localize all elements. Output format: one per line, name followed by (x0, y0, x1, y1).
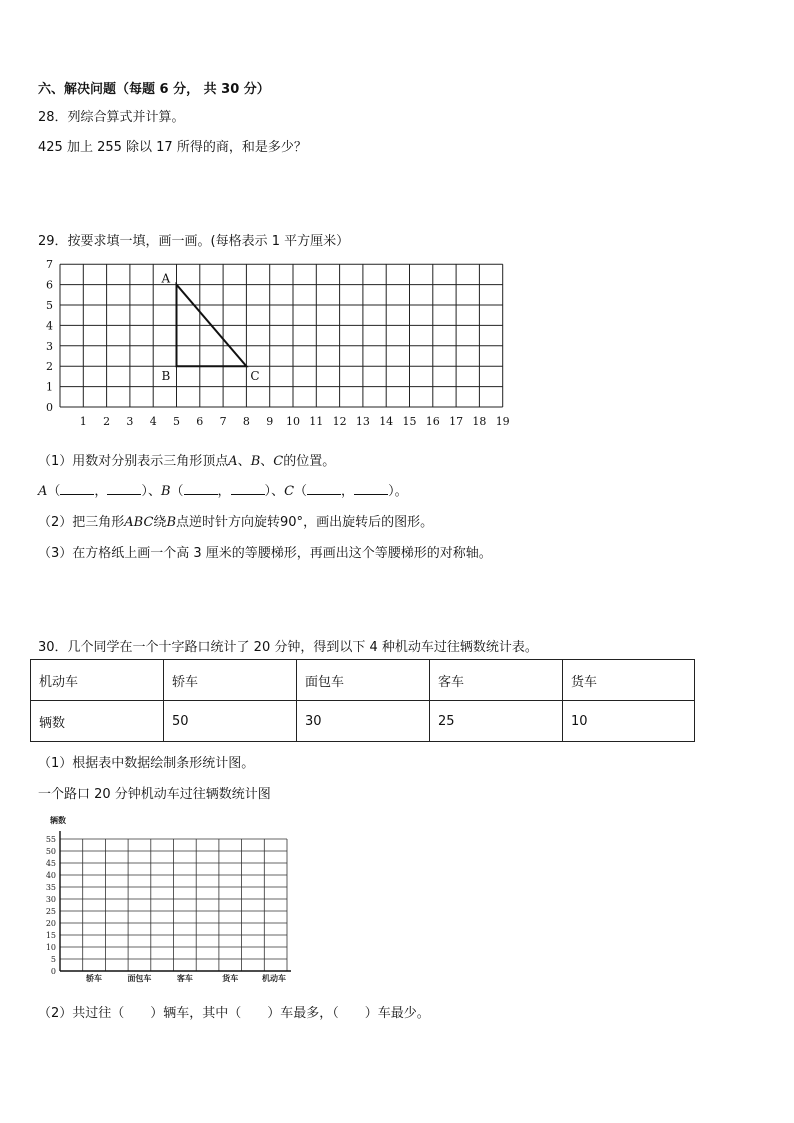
coordinate-grid (30, 255, 530, 435)
grid-y-label: 4 (46, 319, 53, 333)
vertex-label-b: B (161, 369, 171, 384)
bar-chart-grid (30, 812, 310, 987)
chart-y-tick: 45 (45, 859, 56, 868)
vertex-label-a: A (161, 271, 171, 286)
table-cell: 辆数 (31, 701, 164, 742)
answer-c-x-blank[interactable] (307, 483, 341, 495)
grid-x-label: 3 (126, 415, 134, 428)
paren-close-b: ） (264, 484, 272, 499)
vertex-a-label: A (228, 454, 238, 469)
sep-2: 、 (260, 454, 274, 469)
grid-x-label: 7 (219, 415, 227, 428)
chart-xlabel: 机动车 (262, 973, 286, 983)
grid-x-label: 15 (402, 415, 417, 428)
vehicle-table (30, 659, 695, 742)
answer-a-x-blank[interactable] (60, 483, 94, 495)
rotation-point-b: B (166, 515, 176, 530)
answer-c-label: C (284, 484, 295, 499)
grid-y-label: 2 (46, 360, 53, 374)
chart-y-tick: 30 (45, 895, 56, 904)
q29-title: 29．按要求填一填，画一画。(每格表示 1 平方厘米） (38, 234, 350, 249)
answer-b-x-blank[interactable] (184, 483, 218, 495)
table-cell: 面包车 (297, 660, 430, 701)
sep-4: 、 (271, 484, 285, 499)
grid-y-label: 3 (46, 339, 53, 353)
rotation-degrees: 90° (280, 515, 304, 530)
q30-sub1: （1）根据表中数据绘制条形统计图。 (38, 756, 255, 771)
q28-text: 425 加上 255 除以 17 所得的商，和是多少？ (38, 140, 307, 155)
section-title: 六、解决问题（每题 6 分， 共 30 分） (38, 82, 270, 97)
chart-y-tick: 15 (45, 931, 56, 940)
sep-1: 、 (237, 454, 251, 469)
answer-a-label: A (38, 484, 48, 499)
paren-open-b: （ (170, 484, 184, 499)
paren-close-a: ） (141, 484, 148, 499)
triangle-abc-label: ABC (124, 515, 154, 530)
chart-x-category: 货车 (222, 973, 239, 983)
q29-sub1 (38, 450, 335, 469)
grid-y-label: 1 (46, 380, 53, 394)
answer-c-y-blank[interactable] (354, 483, 388, 495)
table-cell: 货车 (563, 660, 695, 701)
chart-x-category: 轿车 (86, 973, 103, 983)
vertex-b-label: B (250, 454, 261, 469)
q29-sub2-c: 点逆时针方向旋转 (176, 515, 281, 530)
grid-x-label: 9 (266, 415, 274, 428)
q28-title: 28．列综合算式并计算。 (38, 110, 185, 125)
coordinate-answers (38, 480, 408, 499)
q29-sub2-a: （2）把三角形 (38, 515, 125, 530)
table-cell: 机动车 (31, 660, 164, 701)
chart-title: 一个路口 20 分钟机动车过往辆数统计图 (38, 787, 271, 802)
grid-y-label: 7 (46, 258, 53, 272)
comma-b: ， (217, 484, 231, 499)
q29-sub2-d: ，画出旋转后的图形。 (303, 515, 434, 530)
chart-y-tick: 40 (45, 871, 56, 880)
paren-open-a: （ (47, 484, 61, 499)
q29-sub1-end: 的位置。 (283, 454, 336, 469)
q30-title: 30．几个同学在一个十字路口统计了 20 分钟，得到以下 4 种机动车过往辆数统计表。 (38, 640, 538, 655)
table-cell: 客车 (430, 660, 563, 701)
table-cell: 25 (430, 701, 563, 742)
q30-sub2: （2）共过往（ ）辆车，其中（ ）车最多，（ ）车最少。 (38, 1006, 430, 1021)
answer-b-label: B (160, 484, 171, 499)
q29-sub1-text: （1）用数对分别表示三角形顶点 (38, 454, 229, 469)
chart-y-tick: 5 (50, 955, 56, 964)
grid-y-label: 5 (46, 299, 53, 312)
q29-sub3: （3）在方格纸上画一个高 3 厘米的等腰梯形，再画出这个等腰梯形的对称轴。 (38, 546, 492, 561)
paren-close-c: ） (388, 484, 395, 499)
comma-a: ， (94, 484, 108, 499)
grid-x-label: 13 (355, 415, 370, 428)
grid-x-label: 10 (286, 415, 300, 428)
chart-y-tick: 25 (45, 907, 56, 916)
chart-y-tick: 0 (50, 967, 56, 976)
chart-y-tick: 35 (45, 883, 56, 892)
grid-x-label: 2 (103, 415, 111, 428)
vertex-c-label: C (273, 454, 284, 469)
grid-x-label: 16 (425, 415, 440, 428)
answer-a-y-blank[interactable] (107, 483, 141, 495)
chart-ylabel: 辆数 (50, 815, 66, 825)
q29-sub2 (38, 511, 433, 530)
grid-x-label: 14 (379, 415, 394, 428)
chart-y-tick: 55 (45, 835, 56, 844)
chart-x-category: 面包车 (127, 973, 152, 983)
paren-open-c: （ (294, 484, 308, 499)
grid-x-label: 5 (173, 415, 180, 428)
grid-x-label: 1 (79, 415, 87, 428)
chart-x-category: 客车 (176, 973, 193, 983)
table-cell: 轿车 (164, 660, 297, 701)
grid-x-label: 6 (196, 415, 204, 428)
vertex-label-c: C (250, 369, 260, 384)
grid-x-label: 19 (495, 415, 510, 428)
grid-x-label: 11 (309, 415, 324, 428)
grid-x-label: 18 (472, 415, 487, 428)
grid-x-label: 17 (449, 415, 464, 428)
grid-y-label: 0 (46, 401, 53, 414)
end-mark: 。 (394, 484, 408, 499)
table-cell: 10 (563, 701, 695, 742)
table-cell: 30 (297, 701, 430, 742)
grid-y-label: 6 (46, 278, 53, 292)
table-cell: 50 (164, 701, 297, 742)
answer-b-y-blank[interactable] (231, 483, 265, 495)
q29-sub2-b: 绕 (153, 515, 167, 530)
chart-y-tick: 50 (45, 847, 56, 856)
chart-y-tick: 20 (45, 919, 56, 928)
chart-y-tick: 10 (45, 943, 56, 952)
table-row (31, 701, 695, 742)
sep-3: 、 (147, 484, 161, 499)
grid-x-label: 4 (149, 415, 157, 428)
grid-x-label: 8 (242, 415, 250, 428)
comma-c: ， (341, 484, 355, 499)
grid-x-label: 12 (332, 415, 347, 428)
table-header-row (31, 660, 695, 701)
